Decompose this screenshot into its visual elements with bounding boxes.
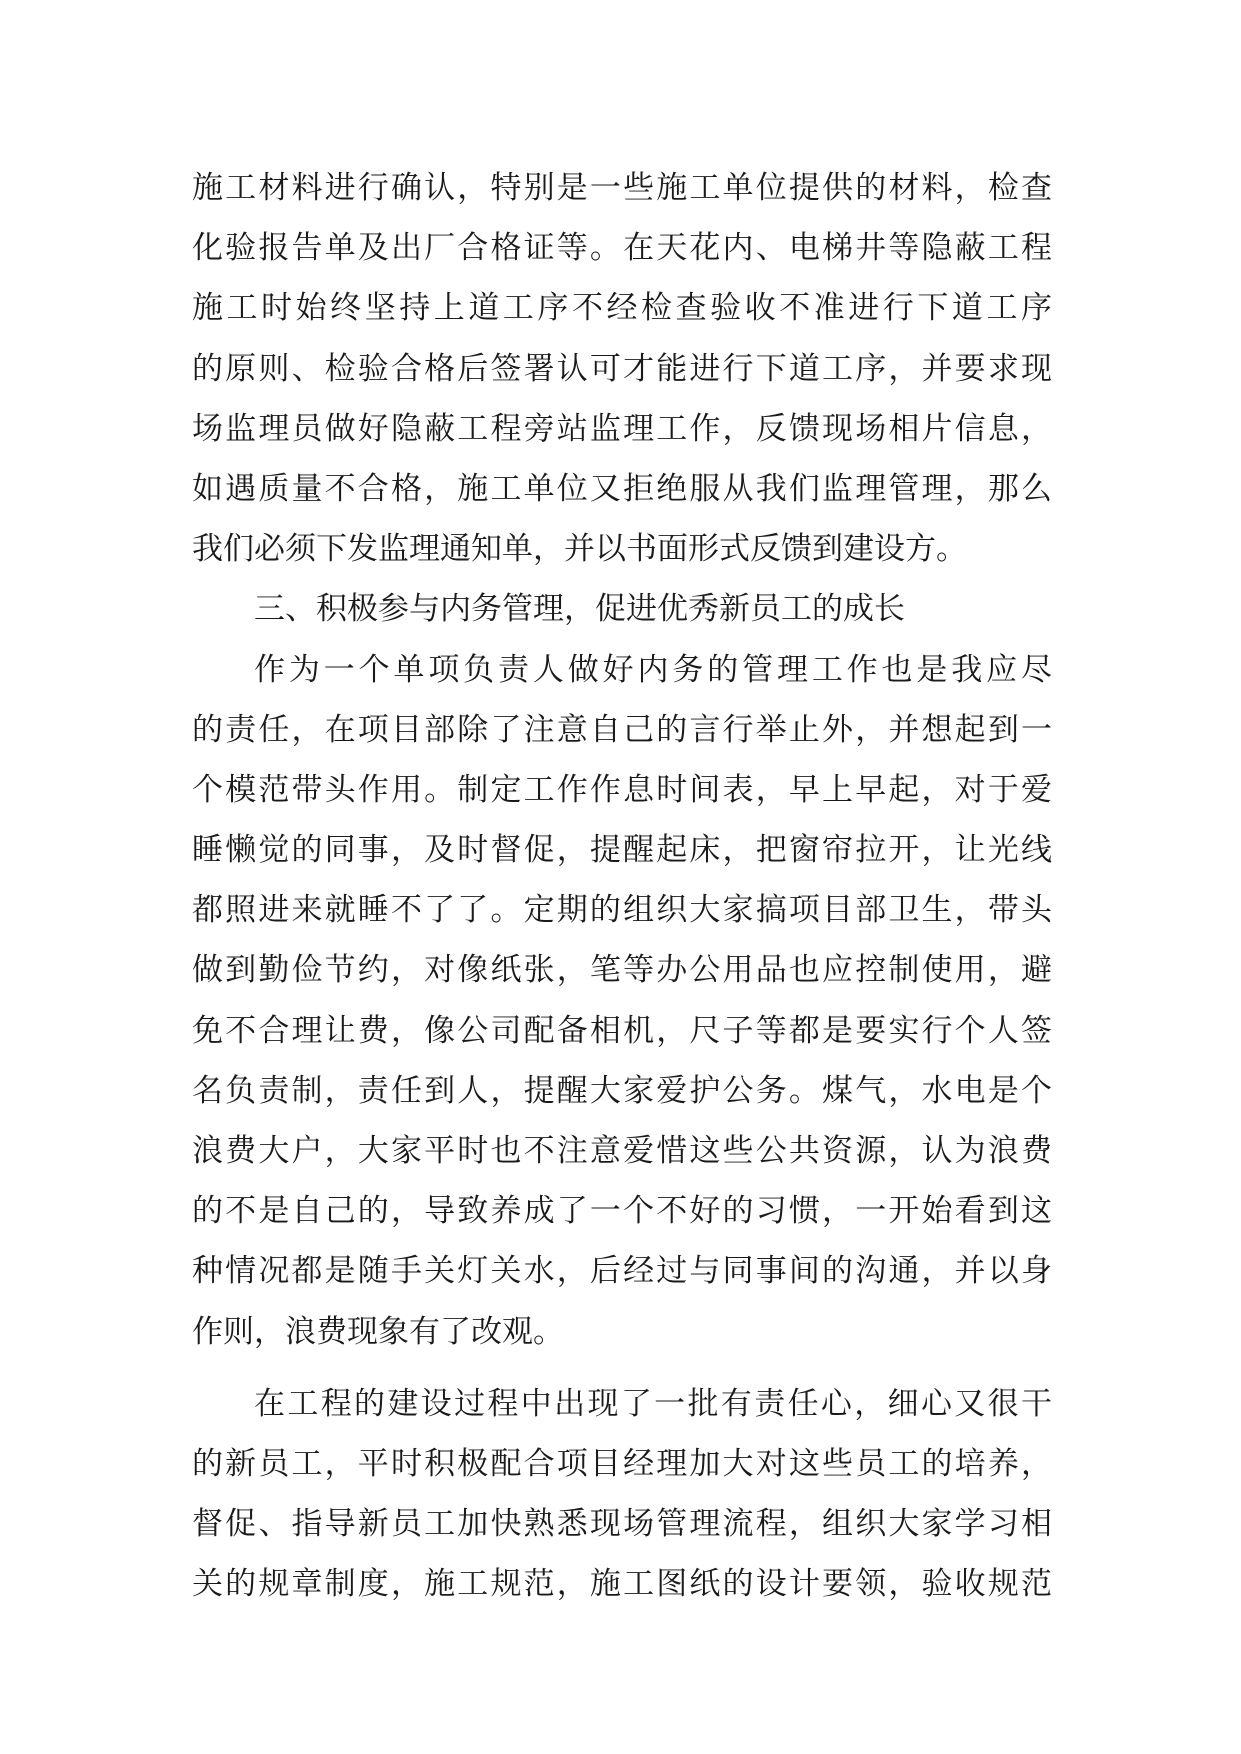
text-line: 如遇质量不合格，施工单位又拒绝服从我们监理管理，那么 (192, 470, 1052, 507)
text-line: 督促、指导新员工加快熟悉现场管理流程，组织大家学习相 (192, 1506, 1052, 1543)
text-line: 的原则、检验合格后签署认可才能进行下道工序，并要求现 (192, 350, 1052, 387)
paragraph-spacing (192, 1362, 1052, 1374)
paragraph-new-staff (192, 1374, 1052, 1615)
text-line: 浪费大户，大家平时也不注意爱惜这些公共资源，认为浪费 (192, 1133, 1052, 1169)
text-line: 的新员工，平时积极配合项目经理加大对这些员工的培养， (192, 1445, 1052, 1482)
text-line: 化验报告单及出厂合格证等。在天花内、电梯井等隐蔽工程 (192, 230, 1052, 267)
paragraph-internal-management (192, 640, 1052, 1362)
text-line: 场监理员做好隐蔽工程旁站监理工作，反馈现场相片信息， (192, 410, 1052, 447)
text-line: 关的规章制度，施工规范，施工图纸的设计要领，验收规范 (192, 1566, 1052, 1603)
text-line: 作则，浪费现象有了改观。 (192, 1313, 564, 1350)
text-line: 在工程的建设过程中出现了一批有责任心，细心又很干 (254, 1385, 1052, 1422)
text-line: 都照进来就睡不了了。定期的组织大家搞项目部卫生，带头 (192, 892, 1052, 929)
text-line: 睡懒觉的同事，及时督促，提醒起床，把窗帘拉开，让光线 (192, 832, 1052, 869)
text-line: 的责任，在项目部除了注意自己的言行举止外，并想起到一 (192, 711, 1052, 748)
text-line: 做到勤俭节约，对像纸张，笔等办公用品也应控制使用，避 (192, 952, 1052, 989)
document-body (192, 158, 1052, 1615)
paragraph-quality-control (192, 158, 1052, 579)
section-heading: 三、积极参与内务管理，促进优秀新员工的成长 (254, 591, 905, 628)
text-line: 名负责制，责任到人，提醒大家爱护公务。煤气，水电是个 (192, 1072, 1052, 1109)
text-line: 免不合理让费，像公司配备相机，尺子等都是要实行个人签 (192, 1012, 1052, 1049)
text-line: 施工时始终坚持上道工序不经检查验收不准进行下道工序 (192, 290, 1052, 327)
text-line: 施工材料进行确认，特别是一些施工单位提供的材料，检查 (192, 170, 1052, 206)
text-line: 我们必须下发监理通知单，并以书面形式反馈到建设方。 (192, 531, 967, 568)
text-line: 种情况都是随手关灯关水，后经过与同事间的沟通，并以身 (192, 1253, 1052, 1290)
text-line: 个模范带头作用。制定工作作息时间表，早上早起，对于爱 (192, 771, 1052, 808)
text-line: 作为一个单项负责人做好内务的管理工作也是我应尽 (254, 651, 1052, 688)
text-line: 的不是自己的，导致养成了一个不好的习惯，一开始看到这 (192, 1193, 1052, 1230)
